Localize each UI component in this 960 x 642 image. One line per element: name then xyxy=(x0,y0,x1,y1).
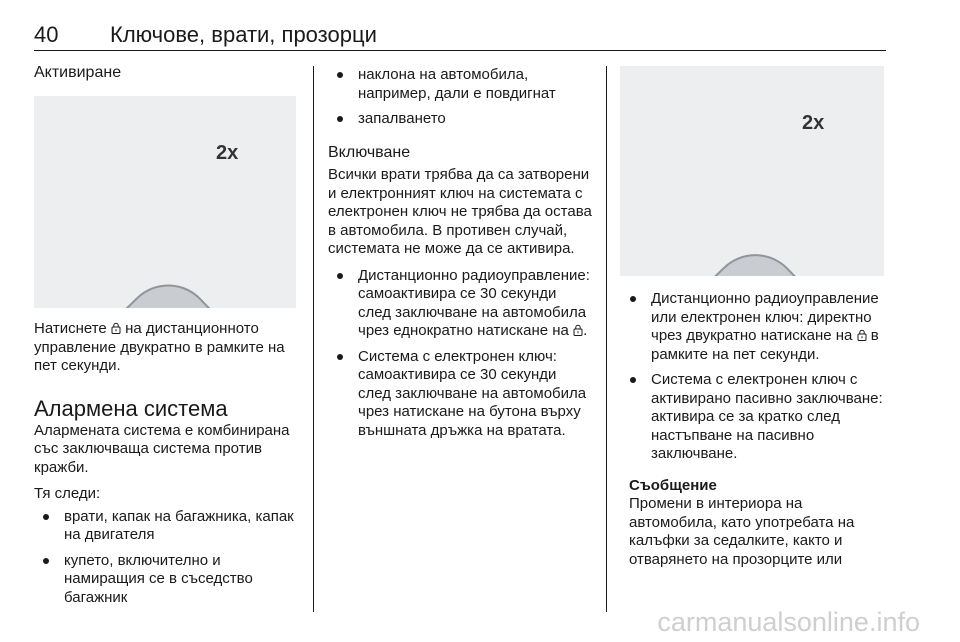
list-item xyxy=(328,267,592,341)
note-title: Съобщение xyxy=(629,476,717,494)
column-1-body xyxy=(34,320,302,614)
activation-methods-list xyxy=(328,267,592,441)
monitored-list-continued xyxy=(328,66,592,129)
section-title-switching-on: Включване xyxy=(328,143,411,161)
list-item: запалването xyxy=(328,110,592,129)
alarm-description: Алармената система е комбинирана със заключваща система против кражби. xyxy=(34,421,290,476)
column-divider xyxy=(606,66,607,612)
lock-icon xyxy=(111,322,121,334)
key-fob-illustration xyxy=(34,96,296,308)
section-title-alarm: Алармена система xyxy=(34,395,228,421)
key-fob-illustration xyxy=(34,96,296,308)
lock-icon xyxy=(573,324,583,336)
note-text: Промени в интериора на автомобила, като употребата на калъфки за седалките, както и отварянето на прозорците или xyxy=(629,495,855,568)
chapter-title: Ключове, врати, прозорци xyxy=(110,22,377,47)
section-title-activation: Активиране xyxy=(34,64,122,81)
lock-icon xyxy=(857,329,867,341)
figure-label: 2x xyxy=(802,112,825,134)
press-instruction xyxy=(34,320,302,376)
bullet-text: Дистанционно радиоуправление: самоактивира се 30 секунди след заключване на автомобила чрез еднократно натискане на xyxy=(358,266,590,339)
activation-list xyxy=(621,290,885,464)
key-fob-illustration xyxy=(620,66,884,276)
list-item: врати, капак на багажника, капак на двигателя xyxy=(34,508,302,545)
list-item: купето, включително и намиращия се в съседство багажник xyxy=(34,552,302,608)
figure-label: 2x xyxy=(216,142,239,164)
column-3 xyxy=(621,290,885,569)
list-item: наклона на автомобила, например, дали е повдигнат xyxy=(328,66,592,103)
switching-on-description: Всички врати трябва да са затворени и електронният ключ на системата с електронен ключ не трябва да остава в автомобила. В противен случай, системата не може да се активира. xyxy=(328,166,592,257)
list-item: Система с електронен ключ с активирано пасивно заключване: активира се за кратко след настъпване на пасивно заключване. xyxy=(621,371,885,464)
column-2 xyxy=(328,66,592,447)
bullet-text-end: . xyxy=(583,322,588,339)
press-text-a: Натиснете xyxy=(34,320,111,337)
monitored-list xyxy=(34,508,302,608)
page-number: 40 xyxy=(34,22,59,47)
note-block xyxy=(621,477,885,570)
header-divider xyxy=(34,50,886,51)
watermark: carmanualsonline.info xyxy=(657,607,920,637)
press-text-b: на дистанционното управление двукратно в рамките на пет секунди. xyxy=(34,320,285,374)
key-fob-illustration-2 xyxy=(620,66,884,276)
list-item xyxy=(621,290,885,364)
bullet-text-end: в рамките на пет секунди. xyxy=(651,327,879,363)
page-header xyxy=(34,22,886,52)
column-1 xyxy=(34,64,302,83)
list-item: Система с електронен ключ: самоактивира се 30 секунди след заключване на автомобила чрез натискане на бутона върху външната дръжка на вратата. xyxy=(328,348,592,441)
column-divider xyxy=(313,66,314,612)
monitors-intro: Тя следи: xyxy=(34,485,101,502)
bullet-text: Дистанционно радиоуправление или електронен ключ: директно чрез двукратно натискане на xyxy=(651,290,879,344)
